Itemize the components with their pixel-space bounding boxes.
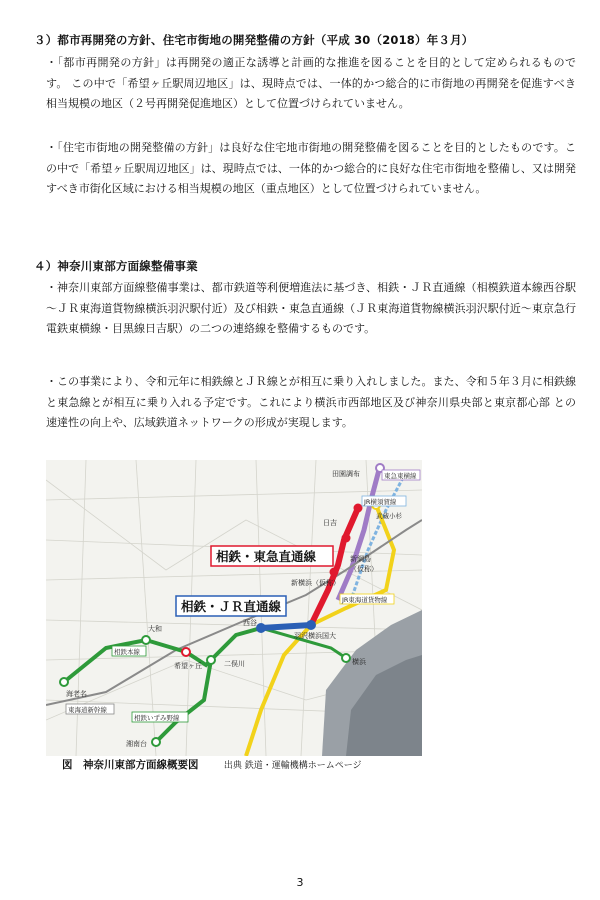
figure-source: 出典 鉄道・運輸機構ホームページ	[223, 761, 362, 771]
label-musashikosugi: 武蔵小杉	[376, 512, 402, 520]
label-sotetsu-main: 相鉄本線	[114, 648, 140, 656]
label-nishiya: 西谷	[243, 619, 257, 627]
label-jr-tokaido-freight: JR東海道貨物線	[342, 596, 388, 604]
label-shinyokohama: 新横浜（仮称）	[291, 579, 340, 587]
label-denenchofu: 田園調布	[332, 470, 360, 478]
sotetsu-jr-callout: 相鉄・ＪＲ直通線	[181, 599, 282, 614]
label-kibogaoka: 希望ヶ丘	[174, 662, 202, 670]
label-yokohama: 横浜	[352, 658, 366, 666]
label-izumino-line: 相鉄いずみ野線	[134, 714, 180, 722]
label-tokaido-shinkansen: 東海道新幹線	[68, 706, 107, 714]
label-hazawa: 羽沢横浜国大	[294, 632, 336, 640]
figure-caption	[62, 757, 362, 772]
label-toyoko-line: 東急東横線	[384, 472, 417, 480]
sotetsu-jr-direct-line	[261, 625, 311, 628]
section-4-heading: ４）神奈川東部方面線整備事業	[34, 259, 198, 273]
label-hiyoshi: 日吉	[323, 519, 337, 527]
label-ebina: 海老名	[66, 690, 87, 698]
section-3-paragraph-1: ・「都市再開発の方針」は再開発の適正な誘導と計画的な推進を図ることを目的として定められるものです。 この中で「希望ヶ丘駅周辺地区」は、現時点では、一体的かつ総合的に市街地の再開発を促進すべき相当規模の地区（２号再開発促進地区）として位置づけられていません。	[46, 56, 576, 111]
label-shintsunashima: 新綱島	[350, 555, 371, 563]
label-shintsunashima-note: （仮称）	[350, 565, 378, 573]
label-yamato: 大和	[148, 625, 162, 633]
figure-title: 図 神奈川東部方面線概要図	[62, 759, 199, 771]
label-jr-yokosuka: JR横須賀線	[364, 498, 397, 506]
label-futamatagawa: 二俣川	[224, 660, 245, 668]
label-shonandai: 湘南台	[126, 740, 147, 748]
section-3-heading: ３）都市再開発の方針、住宅市街地の開発整備の方針（平成 30（2018）年３月）	[34, 33, 474, 47]
sotetsu-tokyu-callout: 相鉄・東急直通線	[216, 549, 317, 564]
sotetsu-izumino-line	[156, 660, 211, 742]
section-3-paragraph-2: ・「住宅市街地の開発整備の方針」は良好な住宅地市街地の開発整備を図ることを目的としたものです。この中で「希望ヶ丘駅周辺地区」は、現時点では、一体的かつ総合的に良好な住宅市街地を整備し、又は開発すべき市街化区域における相当規模の地区（重点地区）として位置づけられていません。	[46, 141, 576, 196]
route-map	[46, 460, 422, 756]
page-number: 3	[296, 876, 304, 889]
section-4-paragraph-2: ・この事業により、令和元年に相鉄線とＪＲ線とが相互に乗り入れしました。また、令和５年３月に相鉄線と東急線とが相互に乗り入れる予定です。これにより横浜市西部地区及び神奈川県央部と東京都心部 との速達性の向上や、広域鉄道ネットワークの形成が実現します。	[46, 375, 576, 430]
section-4-paragraph-1: ・神奈川東部方面線整備事業は、都市鉄道等利便増進法に基づき、相鉄・ＪＲ直通線（相模鉄道本線西谷駅～ＪＲ東海道貨物線横浜羽沢駅付近）及び相鉄・東急直通線（ＪＲ東海道貨物線横浜羽沢駅付近～東京急行電鉄東横線・目黒線日吉駅）の二つの連絡線を整備するものです。	[46, 281, 576, 336]
